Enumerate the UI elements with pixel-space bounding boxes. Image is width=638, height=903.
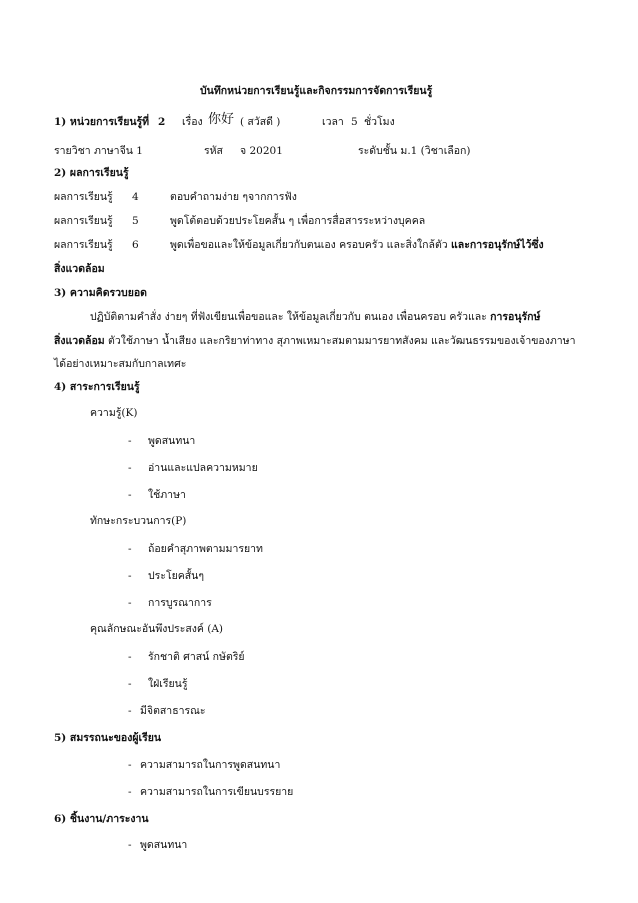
process-label: ทักษะกระบวนการ(P) (90, 515, 187, 527)
document-title: บันทึกหน่วยการเรียนรู้และกิจกรรมการจัดการเรียนรู้ (200, 85, 433, 97)
bullet: - (128, 759, 132, 771)
outcome-5-text: พูดโต้ตอบด้วยประโยคสั้น ๆ เพื่อการสื่อสารระหว่างบุคคล (170, 215, 426, 227)
task-item: พูดสนทนา (140, 839, 188, 851)
course-code-label: รหัส (204, 145, 223, 157)
section-4-heading: 4) สาระการเรียนรู้ (54, 381, 140, 393)
concept-line-2-regular: ตัวใช้ภาษา น้ำเสียง และกริยาท่าทาง สุภาพเหมาะสมตามมารยาทสังคม และวัฒนธรรมของเจ้าของภาษา (108, 335, 576, 347)
section-6-heading: 6) ชิ้นงาน/ภาระงาน (54, 813, 149, 825)
outcome-6-number: 6 (132, 239, 139, 251)
unit-time-label: เวลา (322, 116, 344, 128)
bullet: - (128, 489, 132, 501)
outcome-4-text: ตอบคำถามง่าย ๆจากการฟัง (170, 191, 297, 203)
course-code: จ 20201 (240, 145, 283, 157)
unit-time-value: 5 (351, 116, 358, 128)
outcome-5-label: ผลการเรียนรู้ (54, 215, 113, 227)
unit-topic-label: เรื่อง (182, 116, 203, 128)
knowledge-item: พูดสนทนา (148, 435, 196, 447)
process-item: การบูรณาการ (148, 597, 212, 609)
section-5-heading: 5) สมรรถนะของผู้เรียน (54, 732, 162, 744)
bullet: - (128, 435, 132, 447)
process-item: ประโยคสั้นๆ (148, 570, 204, 582)
attribute-item: ใฝ่เรียนรู้ (148, 678, 188, 690)
outcome-5-number: 5 (132, 215, 139, 227)
attribute-label: คุณลักษณะอันพึงประสงค์ (A) (90, 623, 224, 635)
course-subject: รายวิชา ภาษาจีน 1 (54, 145, 143, 157)
bullet: - (128, 651, 132, 663)
unit-time-unit: ชั่วโมง (364, 116, 395, 128)
bullet: - (128, 678, 132, 690)
section-3-heading: 3) ความคิดรวบยอด (54, 287, 147, 299)
unit-topic-thai: ( สวัสดี ) (240, 116, 281, 128)
unit-label: 1) หน่วยการเรียนรู้ที่ (54, 116, 150, 128)
outcome-4-number: 4 (132, 191, 139, 203)
unit-number: 2 (158, 116, 166, 128)
outcome-6-text (170, 238, 544, 252)
competency-item: ความสามารถในการเขียนบรรยาย (140, 786, 294, 798)
course-level: ระดับชั้น ม.1 (วิชาเลือก) (358, 145, 471, 157)
bullet: - (128, 839, 132, 851)
knowledge-item: ใช้ภาษา (148, 489, 186, 501)
section-2-heading: 2) ผลการเรียนรู้ (54, 167, 129, 179)
concept-line-2-bold: สิ่งแวดล้อม (54, 335, 105, 347)
outcome-4-label: ผลการเรียนรู้ (54, 191, 113, 203)
outcome-6-label: ผลการเรียนรู้ (54, 239, 113, 251)
bullet: - (128, 543, 132, 555)
concept-line-3: ได้อย่างเหมาะสมกับกาลเทศะ (54, 358, 187, 370)
bullet: - (128, 597, 132, 609)
bullet: - (128, 786, 132, 798)
outcome-6-continuation: สิ่งแวดล้อม (54, 263, 105, 275)
attribute-item: รักชาติ ศาสน์ กษัตริย์ (148, 651, 245, 663)
unit-topic-chinese: 你好 (208, 112, 235, 127)
outcome-6-text-regular: พูดเพื่อขอและให้ข้อมูลเกี่ยวกับตนเอง ครอบครัว และสิ่งใกล้ตัว (170, 239, 448, 251)
bullet: - (128, 570, 132, 582)
bullet: - (128, 462, 132, 474)
competency-item: ความสามารถในการพูดสนทนา (140, 759, 281, 771)
outcome-6-text-bold: และการอนุรักษ์ไว้ซึ่ง (451, 239, 544, 251)
knowledge-label: ความรู้(K) (90, 407, 138, 419)
concept-line-1 (90, 310, 540, 324)
process-item: ถ้อยคำสุภาพตามมารยาท (148, 543, 263, 555)
bullet: - (128, 705, 132, 717)
attribute-item: มีจิตสาธารณะ (140, 705, 206, 717)
concept-line-1-bold: การอนุรักษ์ (490, 311, 541, 323)
concept-line-1-regular: ปฏิบัติตามคำสั่ง ง่ายๆ ที่ฟังเขียนเพื่อขอและ ให้ข้อมูลเกี่ยวกับ ตนเอง เพื่อนครอบ ครัวและ (90, 311, 487, 323)
knowledge-item: อ่านและแปลความหมาย (148, 462, 258, 474)
concept-line-2 (54, 334, 575, 348)
